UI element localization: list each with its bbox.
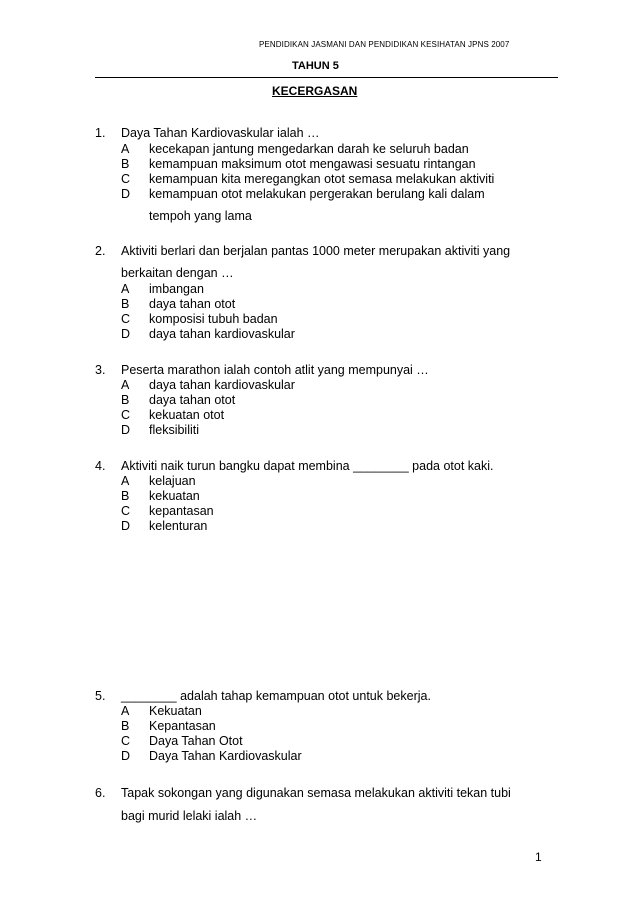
option-letter: A [121,378,130,392]
question-number: 5. [95,689,106,703]
question-stem: Aktiviti berlari dan berjalan pantas 1000 meter merupakan aktiviti yang [121,244,511,258]
option-text: Daya Tahan Kardiovaskular [149,749,302,763]
option-text: Daya Tahan Otot [149,734,243,748]
section-title: KECERGASAN [272,84,358,98]
page-number: 1 [535,850,542,864]
option-letter: A [121,474,130,488]
question-number: 2. [95,244,106,258]
option-text: Kepantasan [149,719,216,733]
option-text: daya tahan kardiovaskular [149,378,295,392]
option-letter: C [121,504,131,518]
option-letter: D [121,749,131,763]
option-letter: D [121,423,131,437]
option-letter: D [121,519,131,533]
year-heading: TAHUN 5 [292,60,339,72]
option-letter: A [121,282,130,296]
option-text: tempoh yang lama [149,209,252,223]
question-stem: Aktiviti naik turun bangku dapat membina ________ pada otot kaki. [121,459,494,473]
option-letter: C [121,408,131,422]
option-text: Kekuatan [149,704,202,718]
option-text: imbangan [149,282,204,296]
question-number: 3. [95,363,106,377]
option-letter: B [121,157,130,171]
option-letter: C [121,172,131,186]
option-text: kemampuan kita meregangkan otot semasa melakukan aktiviti [149,172,495,186]
option-letter: B [121,719,130,733]
option-text: kecekapan jantung mengedarkan darah ke seluruh badan [149,142,469,156]
option-letter: A [121,142,130,156]
question-stem: Daya Tahan Kardiovaskular ialah … [121,126,320,140]
question-stem: ________ adalah tahap kemampuan otot untuk bekerja. [121,689,431,703]
option-text: kepantasan [149,504,214,518]
option-text: kekuatan otot [149,408,225,422]
question-stem: Tapak sokongan yang digunakan semasa melakukan aktiviti tekan tubi [121,786,511,800]
option-text: daya tahan kardiovaskular [149,327,295,341]
option-letter: B [121,489,130,503]
option-text: kelajuan [149,474,196,488]
option-letter: C [121,734,131,748]
option-text: kemampuan maksimum otot mengawasi sesuatu rintangan [149,157,476,171]
question-number: 1. [95,126,106,140]
option-letter: C [121,312,131,326]
question-stem: Peserta marathon ialah contoh atlit yang mempunyai … [121,363,429,377]
option-text: komposisi tubuh badan [149,312,278,326]
option-letter: D [121,187,131,201]
option-letter: A [121,704,130,718]
option-letter: D [121,327,131,341]
option-text: kemampuan otot melakukan pergerakan berulang kali dalam [149,187,485,201]
option-letter: B [121,297,130,311]
option-text: fleksibiliti [149,423,200,437]
question-number: 4. [95,459,106,473]
option-letter: B [121,393,130,407]
question-number: 6. [95,786,106,800]
option-text: daya tahan otot [149,393,236,407]
option-text: daya tahan otot [149,297,236,311]
header-rule [95,77,558,78]
option-text: kekuatan [149,489,200,503]
question-stem-continuation: bagi murid lelaki ialah … [121,809,258,823]
question-stem-continuation: berkaitan dengan … [121,266,234,280]
running-header: PENDIDIKAN JASMANI DAN PENDIDIKAN KESIHATAN JPNS 2007 [259,40,510,49]
option-text: kelenturan [149,519,208,533]
